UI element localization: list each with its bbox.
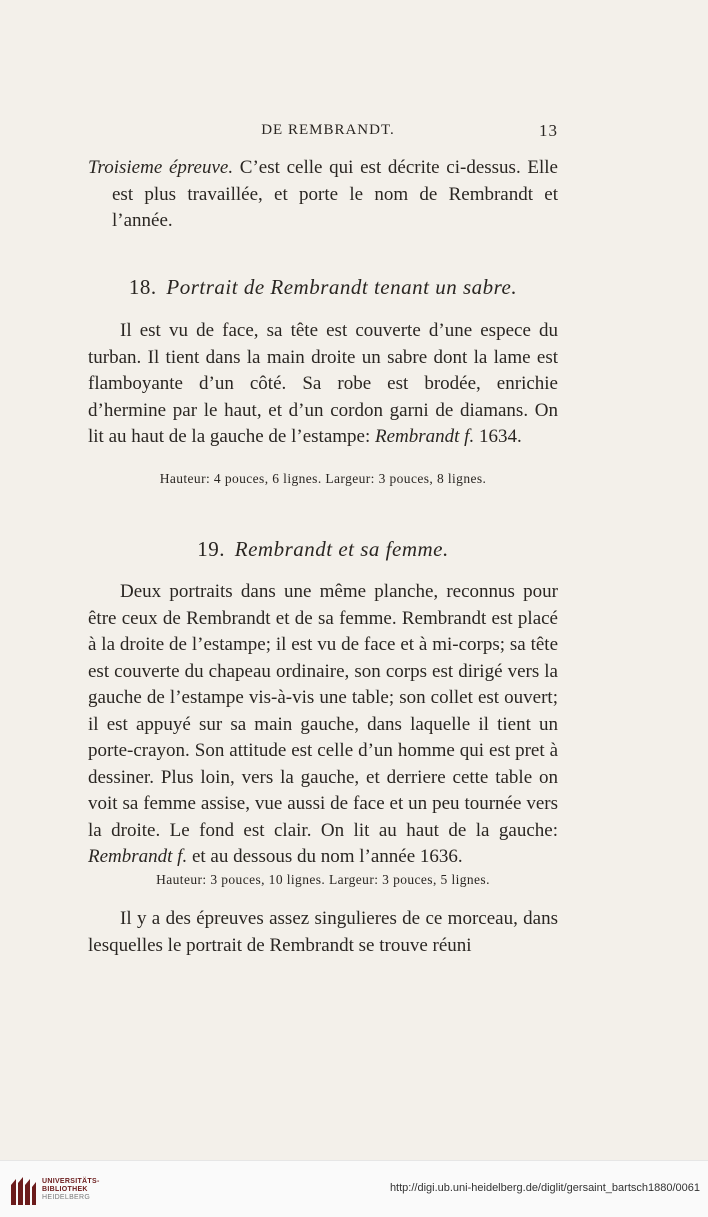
italic-lead: Troisieme épreuve.	[88, 157, 234, 178]
entry-body: Il est vu de face, sa tête est couverte d’une espece du turban. Il tient dans la main droite un sabre dont la lame est flamboyante d’un côté. Sa robe est brodée, enrichie d’hermine par le haut, et d’un cordon garni de diamans. On lit au haut de la gauche de l’estampe:	[88, 320, 558, 447]
paragraph-troisieme-epreuve	[88, 155, 558, 235]
running-head-title: DE REMBRANDT.	[261, 122, 395, 138]
running-head	[88, 122, 558, 144]
entry-19-description	[88, 579, 558, 871]
entry-number: 19.	[197, 537, 226, 561]
entry-title: Portrait de Rembrandt tenant un sabre.	[166, 275, 518, 299]
entry-number: 18.	[128, 275, 157, 299]
entry-18-heading	[88, 275, 558, 300]
year: 1634.	[474, 426, 522, 447]
entry-19-heading	[88, 537, 558, 562]
inscription: Rembrandt f.	[88, 846, 188, 867]
inscription: Rembrandt f.	[375, 426, 475, 447]
paragraph-text: C’est celle qui est décrite ci-dessus. Elle est plus travaillée, et porte le nom de Rembrandt et l’année.	[112, 157, 558, 231]
entry-18-dimensions: Hauteur: 4 pouces, 6 lignes. Largeur: 3 pouces, 8 lignes.	[159, 471, 487, 486]
source-url-link[interactable]: http://digi.ub.uni-heidelberg.de/diglit/gersaint_bartsch1880/0061	[389, 1182, 700, 1194]
library-name: UNIVERSITÄTS- BIBLIOTHEK HEIDELBERG	[42, 1178, 100, 1201]
entry-title: Rembrandt et sa femme.	[234, 537, 449, 561]
page-number: 13	[539, 121, 558, 140]
entry-18-description	[88, 318, 558, 451]
library-footer	[0, 1160, 708, 1217]
university-library-logo-icon	[8, 1175, 38, 1207]
entry-19-dimensions: Hauteur: 3 pouces, 10 lignes. Largeur: 3 pouces, 5 lignes.	[156, 872, 490, 887]
paragraph-text: Il y a des épreuves assez singulieres de ce morceau, dans lesquelles le portrait de Rembrandt se trouve réuni	[88, 908, 558, 956]
entry-body: Deux portraits dans une même planche, reconnus pour être ceux de Rembrandt et de sa femme. Rembrandt est placé à la droite de l’estampe; il est vu de face et à mi-corps; sa tête est couverte du chapeau ordinaire, son corps est dirigé vers la gauche de l’estampe vis-à-vis une table; son collet est ouvert; il est appuyé sur sa main gauche, dans laquelle il tient un porte-crayon. Son attitude est celle d’un homme qui est pret à dessiner. Plus loin, vers la gauche, et derriere cette table on voit sa femme assise, vue aussi de face et un peu tournée vers la droite. Le fond est clair. On lit au haut de la gauche:	[88, 581, 558, 841]
entry-body-end: et au dessous du nom l’année 1636.	[187, 846, 463, 867]
paragraph-epreuves	[88, 906, 558, 959]
